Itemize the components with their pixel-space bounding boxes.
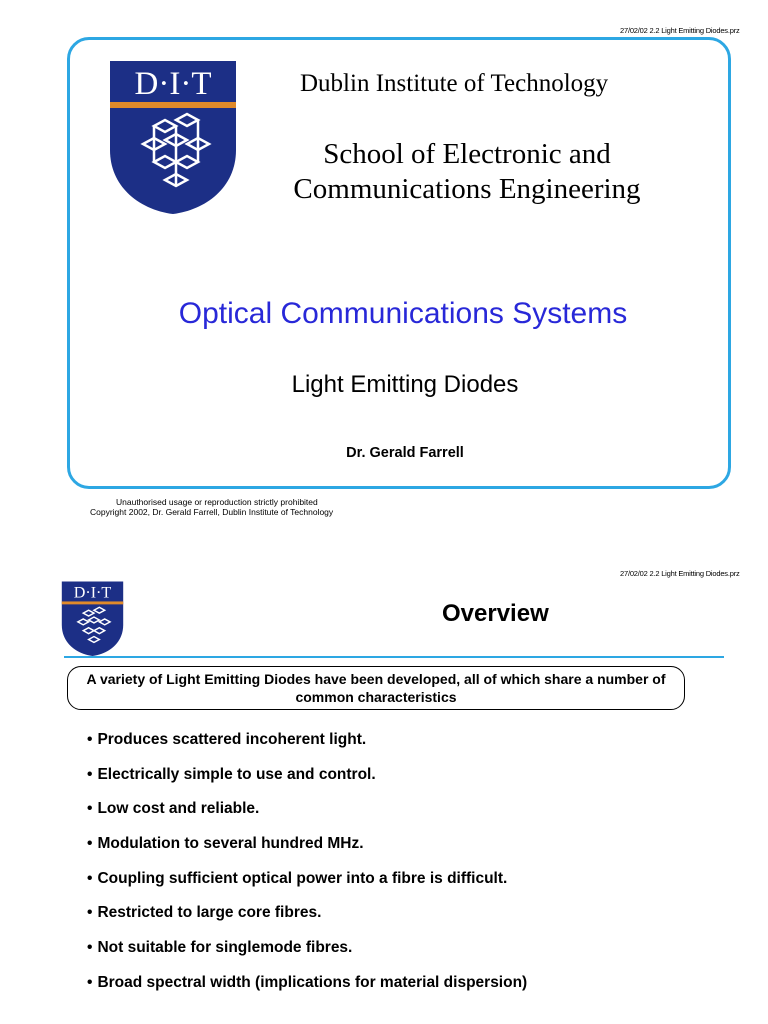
bullet-text: Broad spectral width (implications for material dispersion) <box>97 973 528 991</box>
author-name: Dr. Gerald Farrell <box>346 445 464 461</box>
bullet-text: Restricted to large core fibres. <box>97 904 322 922</box>
list-item <box>87 800 527 835</box>
dit-logo <box>107 58 239 216</box>
topic-title: Light Emitting Diodes <box>291 371 519 398</box>
bullet-list <box>87 731 527 1009</box>
list-item <box>87 870 527 905</box>
bullet-text: Modulation to several hundred MHz. <box>97 835 364 853</box>
bullet-icon: • <box>87 869 93 887</box>
bullet-text: Low cost and reliable. <box>97 800 260 818</box>
slide-title: Overview <box>442 600 549 627</box>
course-title: Optical Communications Systems <box>178 297 628 330</box>
bullet-icon: • <box>87 765 93 783</box>
bullet-text: Electrically simple to use and control. <box>97 765 376 783</box>
school-name: School of Electronic and Communications Engineering <box>293 138 641 205</box>
bullet-icon: • <box>87 939 93 957</box>
list-item <box>87 731 527 766</box>
title-divider <box>64 656 724 658</box>
institute-name: Dublin Institute of Technology <box>300 70 609 97</box>
list-item <box>87 974 527 1009</box>
list-item <box>87 904 527 939</box>
bullet-text: Coupling sufficient optical power into a fibre is difficult. <box>97 869 508 887</box>
dit-logo-small <box>60 580 125 657</box>
notice-line-1: Unauthorised usage or reproduction strictly prohibited <box>116 497 318 507</box>
bullet-icon: • <box>87 973 93 991</box>
bullet-icon: • <box>87 731 93 748</box>
slide1-header-note: 27/02/02 2.2 Light Emitting Diodes.prz <box>620 26 740 35</box>
bullet-icon: • <box>87 800 93 818</box>
bullet-icon: • <box>87 835 93 853</box>
bullet-icon: • <box>87 904 93 922</box>
bullet-text: Not suitable for singlemode fibres. <box>97 939 353 957</box>
bullet-text: Produces scattered incoherent light. <box>97 731 367 748</box>
notice-line-2: Copyright 2002, Dr. Gerald Farrell, Dublin Institute of Technology <box>90 507 334 517</box>
list-item <box>87 939 527 974</box>
logo-text-small: D·I·T <box>73 584 112 602</box>
list-item <box>87 835 527 870</box>
copyright-notice <box>90 497 333 517</box>
list-item <box>87 766 527 801</box>
logo-text: D·I·T <box>134 66 212 102</box>
slide2-header-note: 27/02/02 2.2 Light Emitting Diodes.prz <box>620 569 740 578</box>
callout-text: A variety of Light Emitting Diodes have been developed, all of which share a number of common characteristics <box>86 671 666 705</box>
